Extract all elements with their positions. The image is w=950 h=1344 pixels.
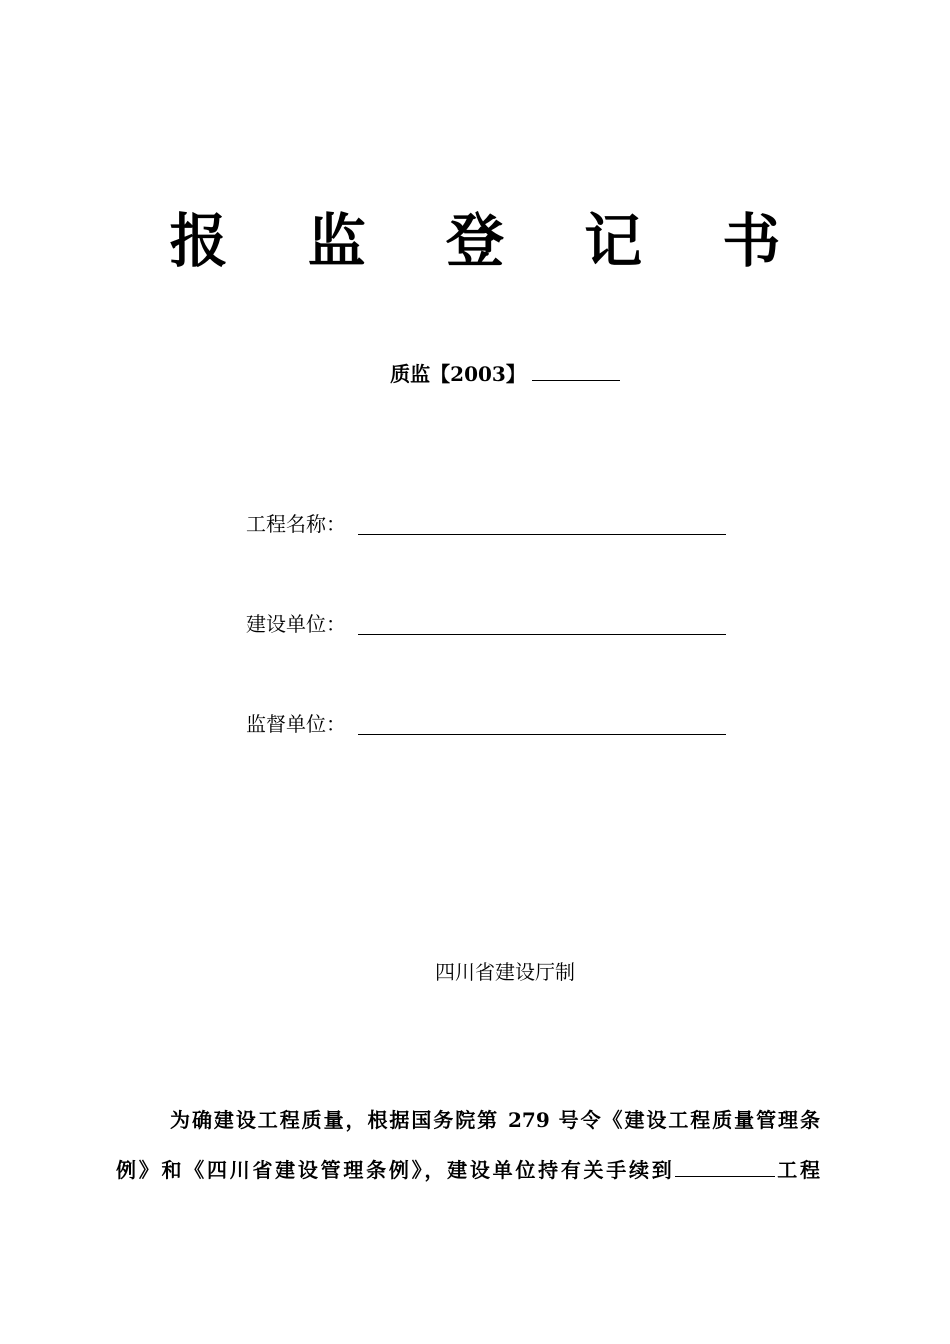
paragraph-line-2-end: 工程 bbox=[774, 1158, 821, 1182]
document-title: 报 监 登 记 书 bbox=[169, 207, 811, 275]
issuer-text: 四川省建设厅制 bbox=[435, 960, 575, 984]
supervision-unit-field bbox=[246, 710, 346, 740]
paragraph-line-2-start: 例》和《四川省建设管理条例》，建设单位持有关手续到 bbox=[116, 1158, 675, 1182]
project-name-field bbox=[246, 510, 346, 540]
paragraph-line-2 bbox=[116, 1156, 820, 1184]
construction-unit-blank[interactable] bbox=[358, 634, 726, 635]
project-name-blank[interactable] bbox=[358, 534, 726, 535]
supervision-unit-blank[interactable] bbox=[358, 734, 726, 735]
doc-number bbox=[0, 360, 950, 388]
paragraph-line-1: 为确建设工程质量，根据国务院第 279 号令《建设工程质量管理条 bbox=[170, 1108, 820, 1132]
project-blank-inline[interactable] bbox=[675, 1156, 775, 1177]
doc-number-prefix: 质监【2003】 bbox=[390, 362, 526, 386]
construction-unit-label: 建设单位： bbox=[246, 612, 346, 636]
supervision-unit-label: 监督单位： bbox=[246, 712, 346, 736]
project-name-label: 工程名称： bbox=[246, 512, 346, 536]
construction-unit-field bbox=[246, 610, 346, 640]
doc-number-blank[interactable] bbox=[532, 360, 620, 381]
